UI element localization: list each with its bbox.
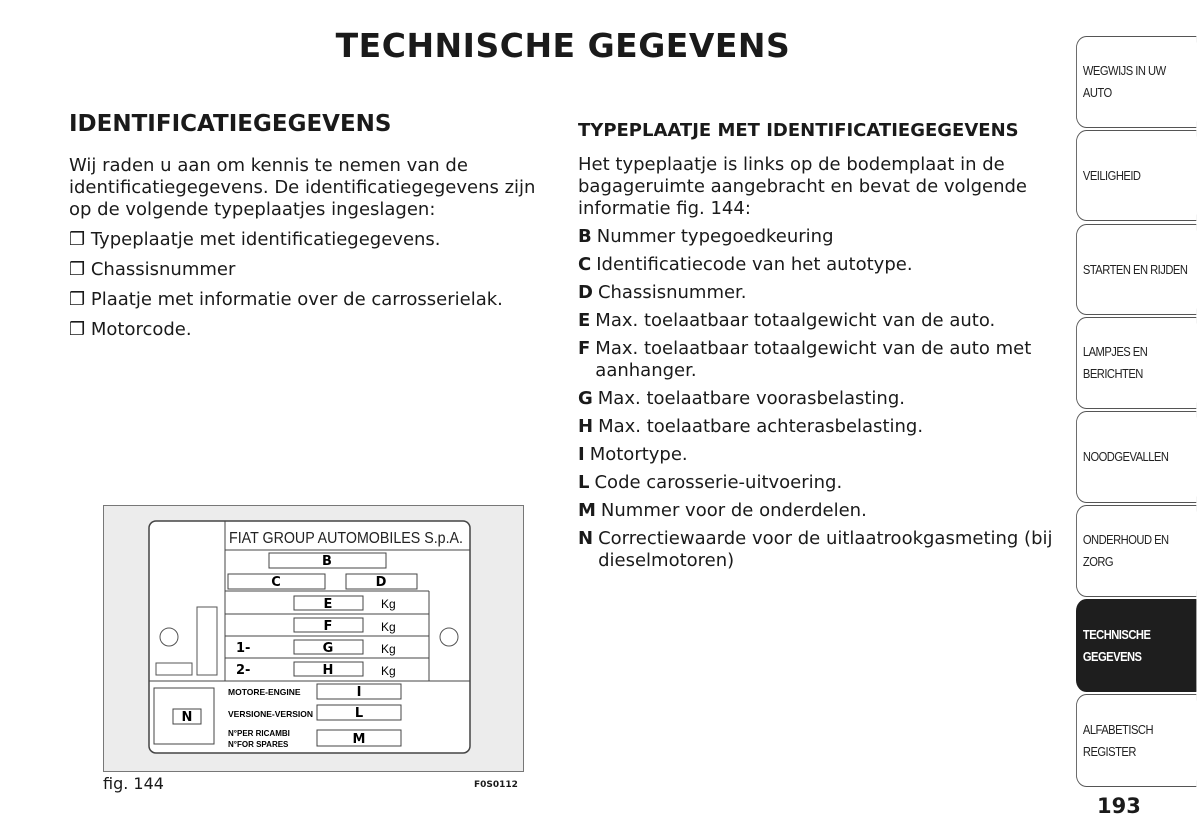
- list-item: [578, 226, 1063, 248]
- tab-label: VEILIGHEID: [1082, 167, 1141, 183]
- row-1-label: 1-: [236, 641, 251, 656]
- figure-caption: fig. 144: [103, 774, 164, 793]
- item-text: Max. toelaatbare achterasbelasting.: [598, 416, 924, 437]
- section-heading-identification: IDENTIFICATIEGEGEVENS: [69, 111, 392, 137]
- field-e-label: E: [323, 597, 333, 612]
- item-key: H: [578, 416, 594, 437]
- tab-lampjes-en-berichten[interactable]: [1076, 317, 1196, 409]
- tab-alfabetisch-register[interactable]: [1076, 694, 1196, 787]
- rivet-hole: [440, 628, 458, 646]
- item-key: C: [578, 254, 592, 275]
- right-column: [578, 120, 1063, 578]
- right-intro: Het typeplaatje is links op de bodemplaat in de bagageruimte aangebracht en bevat de volgende informatie fig. 144:: [578, 154, 1027, 219]
- list-item: ❒ Plaatje met informatie over de carrosserielak.: [69, 289, 503, 310]
- list-item: ❒ Chassisnummer: [69, 259, 236, 280]
- tab-label: ALFABETISCH REGISTER: [1082, 721, 1154, 759]
- field-g-label: G: [322, 641, 334, 656]
- item-text: Correctiewaarde voor de uitlaatrookgasmeting (bij dieselmotoren): [598, 528, 1053, 571]
- list-item: [578, 416, 1063, 438]
- field-i-label: I: [356, 685, 362, 700]
- tab-label: TECHNISCHE GEGEVENS: [1082, 626, 1151, 664]
- item-text: Nummer voor de onderdelen.: [600, 500, 867, 521]
- plate-maker: FIAT GROUP AUTOMOBILES S.p.A.: [229, 530, 463, 547]
- field-c-label: C: [271, 575, 281, 590]
- field-b-label: B: [322, 554, 332, 569]
- item-key: F: [578, 338, 591, 359]
- list-item: [578, 282, 1063, 304]
- tab-label: ONDERHOUD EN ZORG: [1082, 532, 1169, 569]
- field-h-label: H: [322, 663, 334, 678]
- row-2-label: 2-: [236, 663, 251, 678]
- field-n-label: N: [181, 710, 193, 725]
- tab-label: WEGWIJS IN UW AUTO: [1082, 63, 1166, 100]
- rivet-hole: [160, 628, 178, 646]
- item-text: Max. toelaatbaar totaalgewicht van de auto.: [595, 310, 996, 331]
- plate-slot: [197, 607, 217, 675]
- page-number: 193: [1097, 794, 1141, 818]
- item-key: M: [578, 500, 596, 521]
- unit-kg: Kg: [381, 642, 396, 656]
- section-heading-typeplate: TYPEPLAATJE MET IDENTIFICATIEGEGEVENS: [578, 120, 1019, 141]
- plate-slot: [156, 663, 192, 675]
- label-version: VERSIONE-VERSION: [228, 709, 314, 719]
- tab-label: STARTEN EN RIJDEN: [1082, 261, 1188, 277]
- unit-kg: Kg: [381, 620, 396, 634]
- left-column: [69, 155, 549, 349]
- tab-label: LAMPJES EN BERICHTEN: [1082, 344, 1148, 381]
- field-l-label: L: [354, 706, 364, 721]
- tab-onderhoud-en-zorg[interactable]: [1076, 505, 1196, 597]
- label-spares-en: N°FOR SPARES: [228, 740, 289, 749]
- list-item: ❒ Motorcode.: [69, 319, 192, 340]
- item-key: B: [578, 226, 592, 247]
- item-key: N: [578, 528, 594, 549]
- identification-plate-figure: [148, 519, 472, 755]
- tab-starten-en-rijden[interactable]: [1076, 224, 1196, 315]
- list-item: ❒ Typeplaatje met identificatiegegevens.: [69, 229, 441, 250]
- tab-noodgevallen[interactable]: [1076, 411, 1196, 503]
- label-engine: MOTORE-ENGINE: [228, 687, 301, 697]
- list-item: [578, 472, 1063, 494]
- list-item: [578, 444, 1063, 466]
- item-key: L: [578, 472, 590, 493]
- unit-kg: Kg: [381, 597, 396, 611]
- item-text: Code carosserie-uitvoering.: [594, 472, 843, 493]
- tab-technische-gegevens[interactable]: [1076, 599, 1196, 692]
- label-spares-it: N°PER RICAMBI: [228, 729, 290, 738]
- field-m-label: M: [352, 732, 366, 747]
- list-item: [578, 388, 1063, 410]
- unit-kg: Kg: [381, 664, 396, 678]
- list-item: [578, 254, 1063, 276]
- tab-label: NOODGEVALLEN: [1082, 449, 1169, 464]
- page-title: TECHNISCHE GEGEVENS: [335, 26, 791, 65]
- item-text: Max. toelaatbaar totaalgewicht van de auto met aanhanger.: [595, 338, 1032, 381]
- item-text: Identificatiecode van het autotype.: [596, 254, 913, 275]
- list-item: [578, 338, 1063, 382]
- tab-wegwijs-in-uw-auto[interactable]: [1076, 36, 1196, 128]
- item-key: D: [578, 282, 593, 303]
- item-key: E: [578, 310, 591, 331]
- item-text: Max. toelaatbare voorasbelasting.: [597, 388, 905, 409]
- tab-veiligheid[interactable]: [1076, 130, 1196, 221]
- list-item: [578, 528, 1063, 572]
- list-item: [578, 500, 1063, 522]
- field-d-label: D: [375, 575, 387, 590]
- list-item: [578, 310, 1063, 332]
- item-key: G: [578, 388, 593, 409]
- item-text: Nummer typegoedkeuring: [596, 226, 834, 247]
- item-key: I: [578, 444, 585, 465]
- figure-code: F0S0112: [474, 780, 518, 790]
- item-text: Motortype.: [589, 444, 688, 465]
- field-f-label: F: [323, 619, 333, 634]
- item-text: Chassisnummer.: [597, 282, 747, 303]
- left-intro: Wij raden u aan om kennis te nemen van de identificatiegegevens. De identificatiegegevens zijn op de volgende typeplaatjes ingeslagen:: [69, 155, 536, 220]
